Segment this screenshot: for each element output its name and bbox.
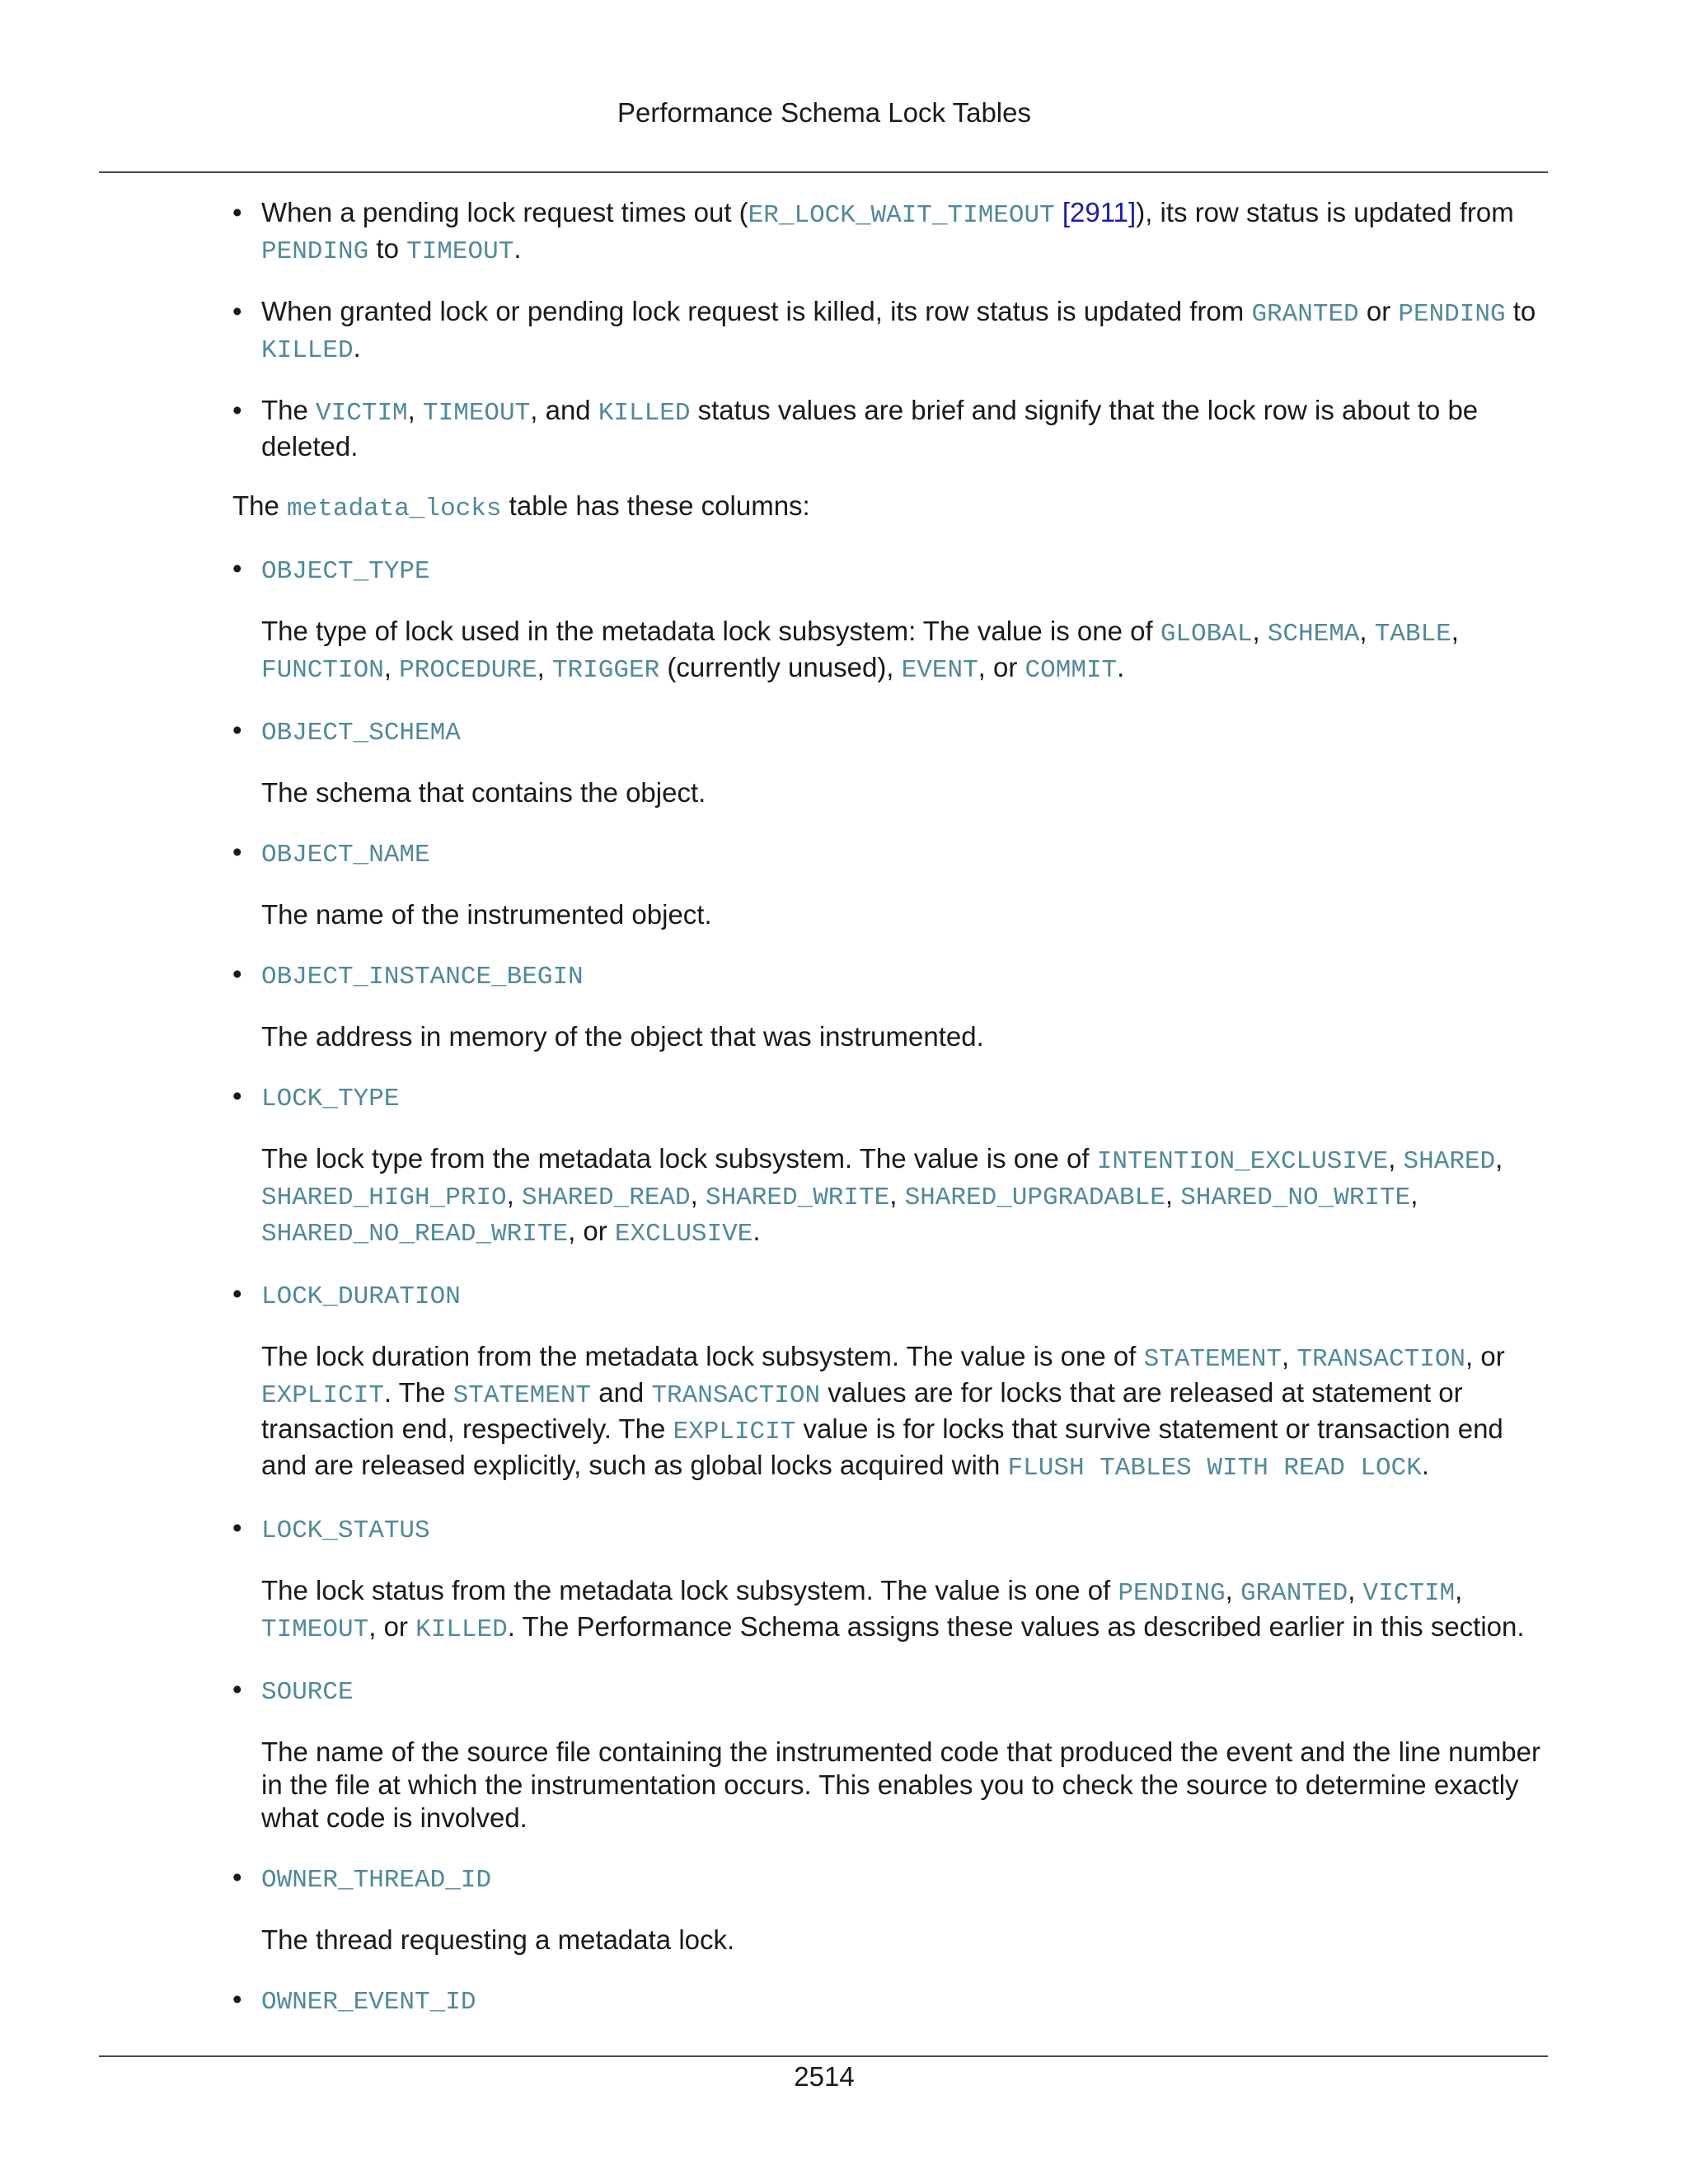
column-lock-duration: • LOCK_DURATION: [232, 1277, 1551, 1314]
table-intro-paragraph: The metadata_locks table has these columns:: [232, 490, 810, 523]
footer-divider: [99, 2055, 1548, 2057]
column-source-desc: The name of the source file containing the instrumented code that produced the event and the line number in the file at which the instrumentation occurs. This enables you to check the source to determine exactly what code is involved.: [261, 1736, 1540, 1833]
list-item-killed: • When granted lock or pending lock request is killed, its row status is updated from GRANTED or PENDING to KILLED.: [232, 295, 1551, 368]
column-object-instance-begin-desc: The address in memory of the object that was instrumented.: [261, 1021, 984, 1052]
list-item-status-values: • The VICTIM, TIMEOUT, and KILLED status values are brief and signify that the lock row is about to be deleted.: [232, 394, 1551, 463]
error-reference-link[interactable]: [2911]: [1062, 197, 1137, 227]
column-owner-event-id: • OWNER_EVENT_ID: [232, 1983, 1551, 2019]
column-object-name-desc: The name of the instrumented object.: [261, 899, 712, 930]
column-object-schema-desc: The schema that contains the object.: [261, 777, 706, 808]
page-content: [232, 196, 1551, 2046]
header-divider: [99, 171, 1548, 173]
column-owner-thread-id: • OWNER_THREAD_ID: [232, 1861, 1551, 1897]
code-metadata-locks[interactable]: metadata_locks: [287, 494, 502, 523]
column-owner-thread-id-desc: The thread requesting a metadata lock.: [261, 1924, 735, 1955]
page-header: Performance Schema Lock Tables: [617, 97, 1031, 128]
column-lock-type: • LOCK_TYPE: [232, 1080, 1551, 1116]
column-lock-status: • LOCK_STATUS: [232, 1511, 1551, 1548]
column-object-instance-begin: • OBJECT_INSTANCE_BEGIN: [232, 958, 1551, 994]
column-lock-status-desc: The lock status from the metadata lock subsystem. The value is one of PENDING, GRANTED, VICTIM, TIMEOUT, or KILLED. The Performance Schema assigns these values as described earlier in this section.: [261, 1575, 1525, 1644]
column-object-schema: • OBJECT_SCHEMA: [232, 714, 1551, 750]
column-lock-type-desc: The lock type from the metadata lock subsystem. The value is one of INTENTION_EXCLUSIVE, SHARED, SHARED_HIGH_PRIO, SHARED_READ, SHARED_WRITE, SHARED_UPGRADABLE, SHARED_NO_WRITE, SHARED_NO_READ_WRITE, or EXCLUSIVE.: [261, 1143, 1503, 1249]
code-er-lock-wait-timeout[interactable]: ER_LOCK_WAIT_TIMEOUT: [748, 201, 1055, 230]
column-object-type-desc: The type of lock used in the metadata lock subsystem: The value is one of GLOBAL, SCHEMA, TABLE, FUNCTION, PROCEDURE, TRIGGER (currently unused), EVENT, or COMMIT.: [261, 616, 1459, 685]
column-object-name: • OBJECT_NAME: [232, 836, 1551, 872]
column-object-type: • OBJECT_TYPE: [232, 552, 1551, 588]
page-number: 2514: [794, 2061, 855, 2092]
column-lock-duration-desc: The lock duration from the metadata lock subsystem. The value is one of STATEMENT, TRANSACTION, or EXPLICIT. The STATEMENT and TRANSACTION values are for locks that are released at statement or transaction end, respectively. The EXPLICIT value is for locks that survive statement or transaction end and are released explicitly, such as global locks acquired with FLUSH TABLES WITH READ LOCK.: [261, 1341, 1505, 1483]
list-item-timeout: • When a pending lock request times out (ER_LOCK_WAIT_TIMEOUT [2911]), its row status is updated from PENDING to TIMEOUT.: [232, 196, 1551, 269]
column-source: • SOURCE: [232, 1673, 1551, 1709]
